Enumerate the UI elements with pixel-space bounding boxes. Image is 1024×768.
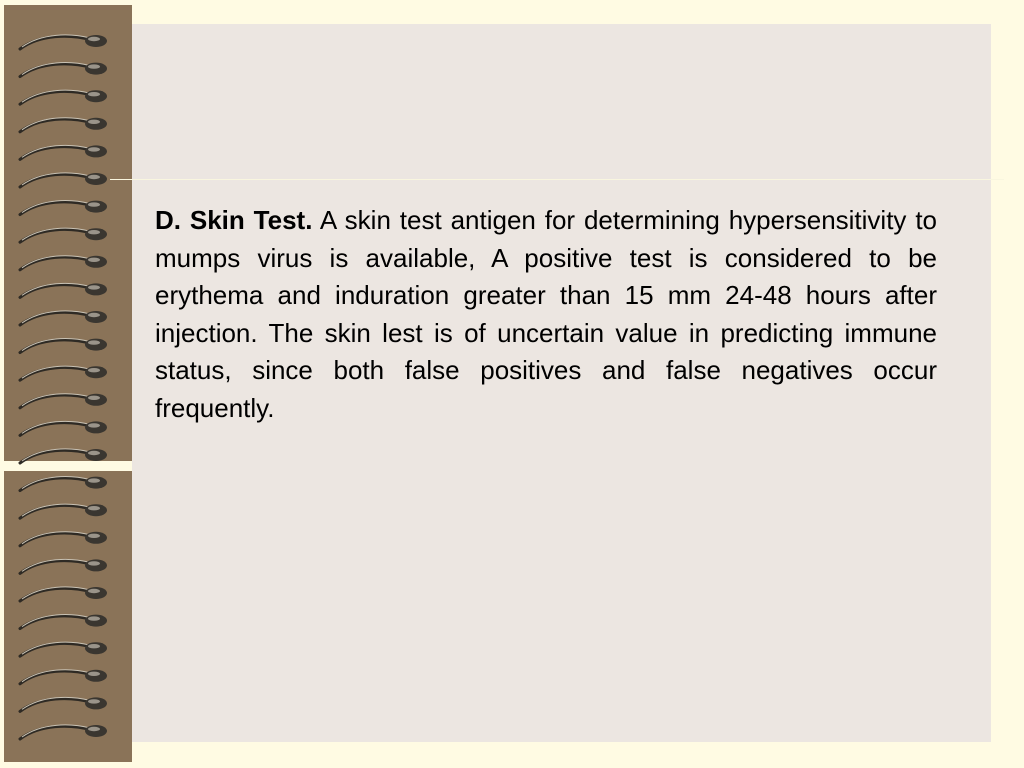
spiral-ring-icon — [20, 283, 107, 297]
spiral-ring-icon — [20, 118, 107, 132]
spiral-ring-icon — [20, 228, 107, 242]
spiral-ring-icon — [20, 504, 107, 518]
spiral-ring-icon — [20, 394, 107, 408]
spiral-ring-icon — [20, 421, 107, 435]
spiral-ring-icon — [20, 339, 107, 353]
spiral-ring-icon — [20, 532, 107, 546]
spiral-ring-icon — [20, 477, 107, 491]
title-divider — [110, 179, 1004, 180]
spiral-ring-icon — [20, 366, 107, 380]
spiral-ring-icon — [20, 311, 107, 325]
spiral-ring-icon — [20, 615, 107, 629]
spiral-ring-icon — [20, 90, 107, 104]
spiral-ring-icon — [20, 145, 107, 159]
slide-heading: D. Skin Test. — [155, 205, 313, 235]
spiral-ring-icon — [20, 63, 107, 77]
spiral-ring-icon — [20, 670, 107, 684]
spiral-ring-icon — [20, 587, 107, 601]
spiral-ring-icon — [20, 173, 107, 187]
spiral-ring-icon — [20, 559, 107, 573]
spiral-rings-icon — [0, 5, 132, 762]
spiral-ring-icon — [20, 449, 107, 463]
spiral-ring-icon — [20, 642, 107, 656]
spiral-ring-icon — [20, 697, 107, 711]
slide-body-text — [155, 202, 937, 427]
notebook-binding — [0, 5, 132, 762]
spiral-ring-icon — [20, 256, 107, 270]
spiral-ring-icon — [20, 35, 107, 49]
spiral-ring-icon — [20, 201, 107, 215]
spiral-ring-icon — [20, 725, 107, 739]
slide-body: A skin test antigen for determining hypersensitivity to mumps virus is available, A positive test is considered to be erythema and induration greater than 15 mm 24-48 hours after injection. The skin lest is of uncertain value in predicting immune status, since both false positives and false negatives occur frequently. — [155, 205, 937, 423]
